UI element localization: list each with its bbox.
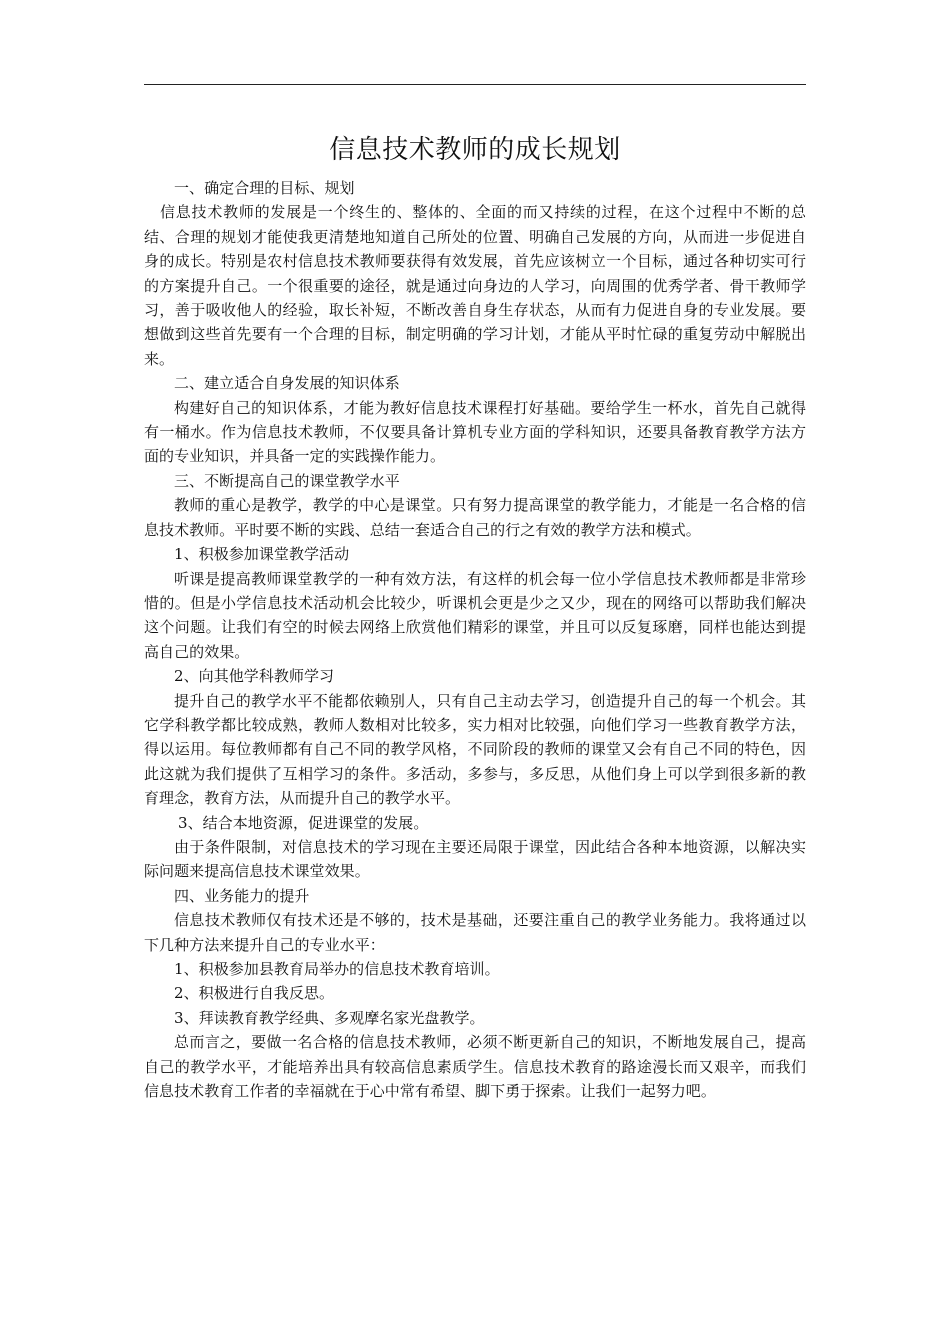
heading-1: 一、确定合理的目标、规划 xyxy=(174,179,355,197)
document-body xyxy=(144,176,806,1103)
paragraph: 提升自己的教学水平不能都依赖别人，只有自己主动去学习，创造提升自己的每一个机会。其它学科教学都比较成熟，教师人数相对比较多，实力相对比较强，向他们学习一些教育教学方法，得以运用。每位教师都有自己不同的教学风格，不同阶段的教师的课堂又会有自己不同的特色，因此这就为我们提供了互相学习的条件。多活动，多参与，多反思，从他们身上可以学到很多新的教育理念，教育方法，从而提升自己的教学水平。 xyxy=(144,691,806,808)
subheading: 2、向其他学科教师学习 xyxy=(174,667,335,686)
paragraph: 由于条件限制，对信息技术的学习现在主要还局限于课堂，因此结合各种本地资源，以解决实际问题来提高信息技术课堂效果。 xyxy=(144,837,806,881)
heading-3: 三、不断提高自己的课堂教学水平 xyxy=(174,471,400,490)
list-item: 2、积极进行自我反思。 xyxy=(174,984,335,1003)
paragraph: 构建好自己的知识体系，才能为教好信息技术课程打好基础。要给学生一杯水，首先自己就得有一桶水。作为信息技术教师，不仅要具备计算机专业方面的学科知识，还要具备教育教学方法方面的专业知识，并具备一定的实践操作能力。 xyxy=(144,398,806,466)
list-item: 1、积极参加县教育局举办的信息技术教育培训。 xyxy=(174,960,500,978)
subheading: 3、结合本地资源，促进课堂的发展。 xyxy=(178,813,429,832)
header-rule xyxy=(144,84,806,85)
paragraph: 总而言之，要做一名合格的信息技术教师，必须不断更新自己的知识，不断地发展自己，提高自己的教学水平，才能培养出具有较高信息素质学生。信息技术教育的路途漫长而又艰辛，而我们信息技术教育工作者的幸福就在于心中常有希望、脚下勇于探索。让我们一起努力吧。 xyxy=(144,1033,806,1101)
heading-4: 四、业务能力的提升 xyxy=(174,886,310,905)
subheading: 1、积极参加课堂教学活动 xyxy=(174,545,350,564)
paragraph: 教师的重心是教学，教学的中心是课堂。只有努力提高课堂的教学能力，才能是一名合格的信息技术教师。平时要不断的实践、总结一套适合自己的行之有效的教学方法和模式。 xyxy=(144,496,806,539)
document-title: 信息技术教师的成长规划 xyxy=(329,135,621,165)
paragraph: 信息技术教师仅有技术还是不够的，技术是基础，还要注重自己的教学业务能力。我将通过以下几种方法来提升自己的专业水平： xyxy=(144,911,806,954)
paragraph: 信息技术教师的发展是一个终生的、整体的、全面的而又持续的过程，在这个过程中不断的总结、合理的规划才能使我更清楚地知道自己所处的位置、明确自己发展的方向，从而进一步促进自身的成长。特别是农村信息技术教师要获得有效发展，首先应该树立一个目标，通过各种切实可行的方案提升自己。一个很重要的途径，就是通过向身边的人学习，向周围的优秀学者、骨干教师学习，善于吸收他人的经验，取长补短，不断改善自身生存状态，从而有力促进自身的专业发展。要想做到这些首先要有一个合理的目标，制定明确的学习计划，才能从平时忙碌的重复劳动中解脱出来。 xyxy=(144,203,806,368)
heading-2: 二、建立适合自身发展的知识体系 xyxy=(174,374,400,393)
paragraph: 听课是提高教师课堂教学的一种有效方法，有这样的机会每一位小学信息技术教师都是非常珍惜的。但是小学信息技术活动机会比较少，听课机会更是少之又少，现在的网络可以帮助我们解决这个问题。让我们有空的时候去网络上欣赏他们精彩的课堂，并且可以反复琢磨，同样也能达到提高自己的效果。 xyxy=(144,569,806,661)
list-item: 3、拜读教育教学经典、多观摩名家光盘教学。 xyxy=(174,1008,485,1027)
